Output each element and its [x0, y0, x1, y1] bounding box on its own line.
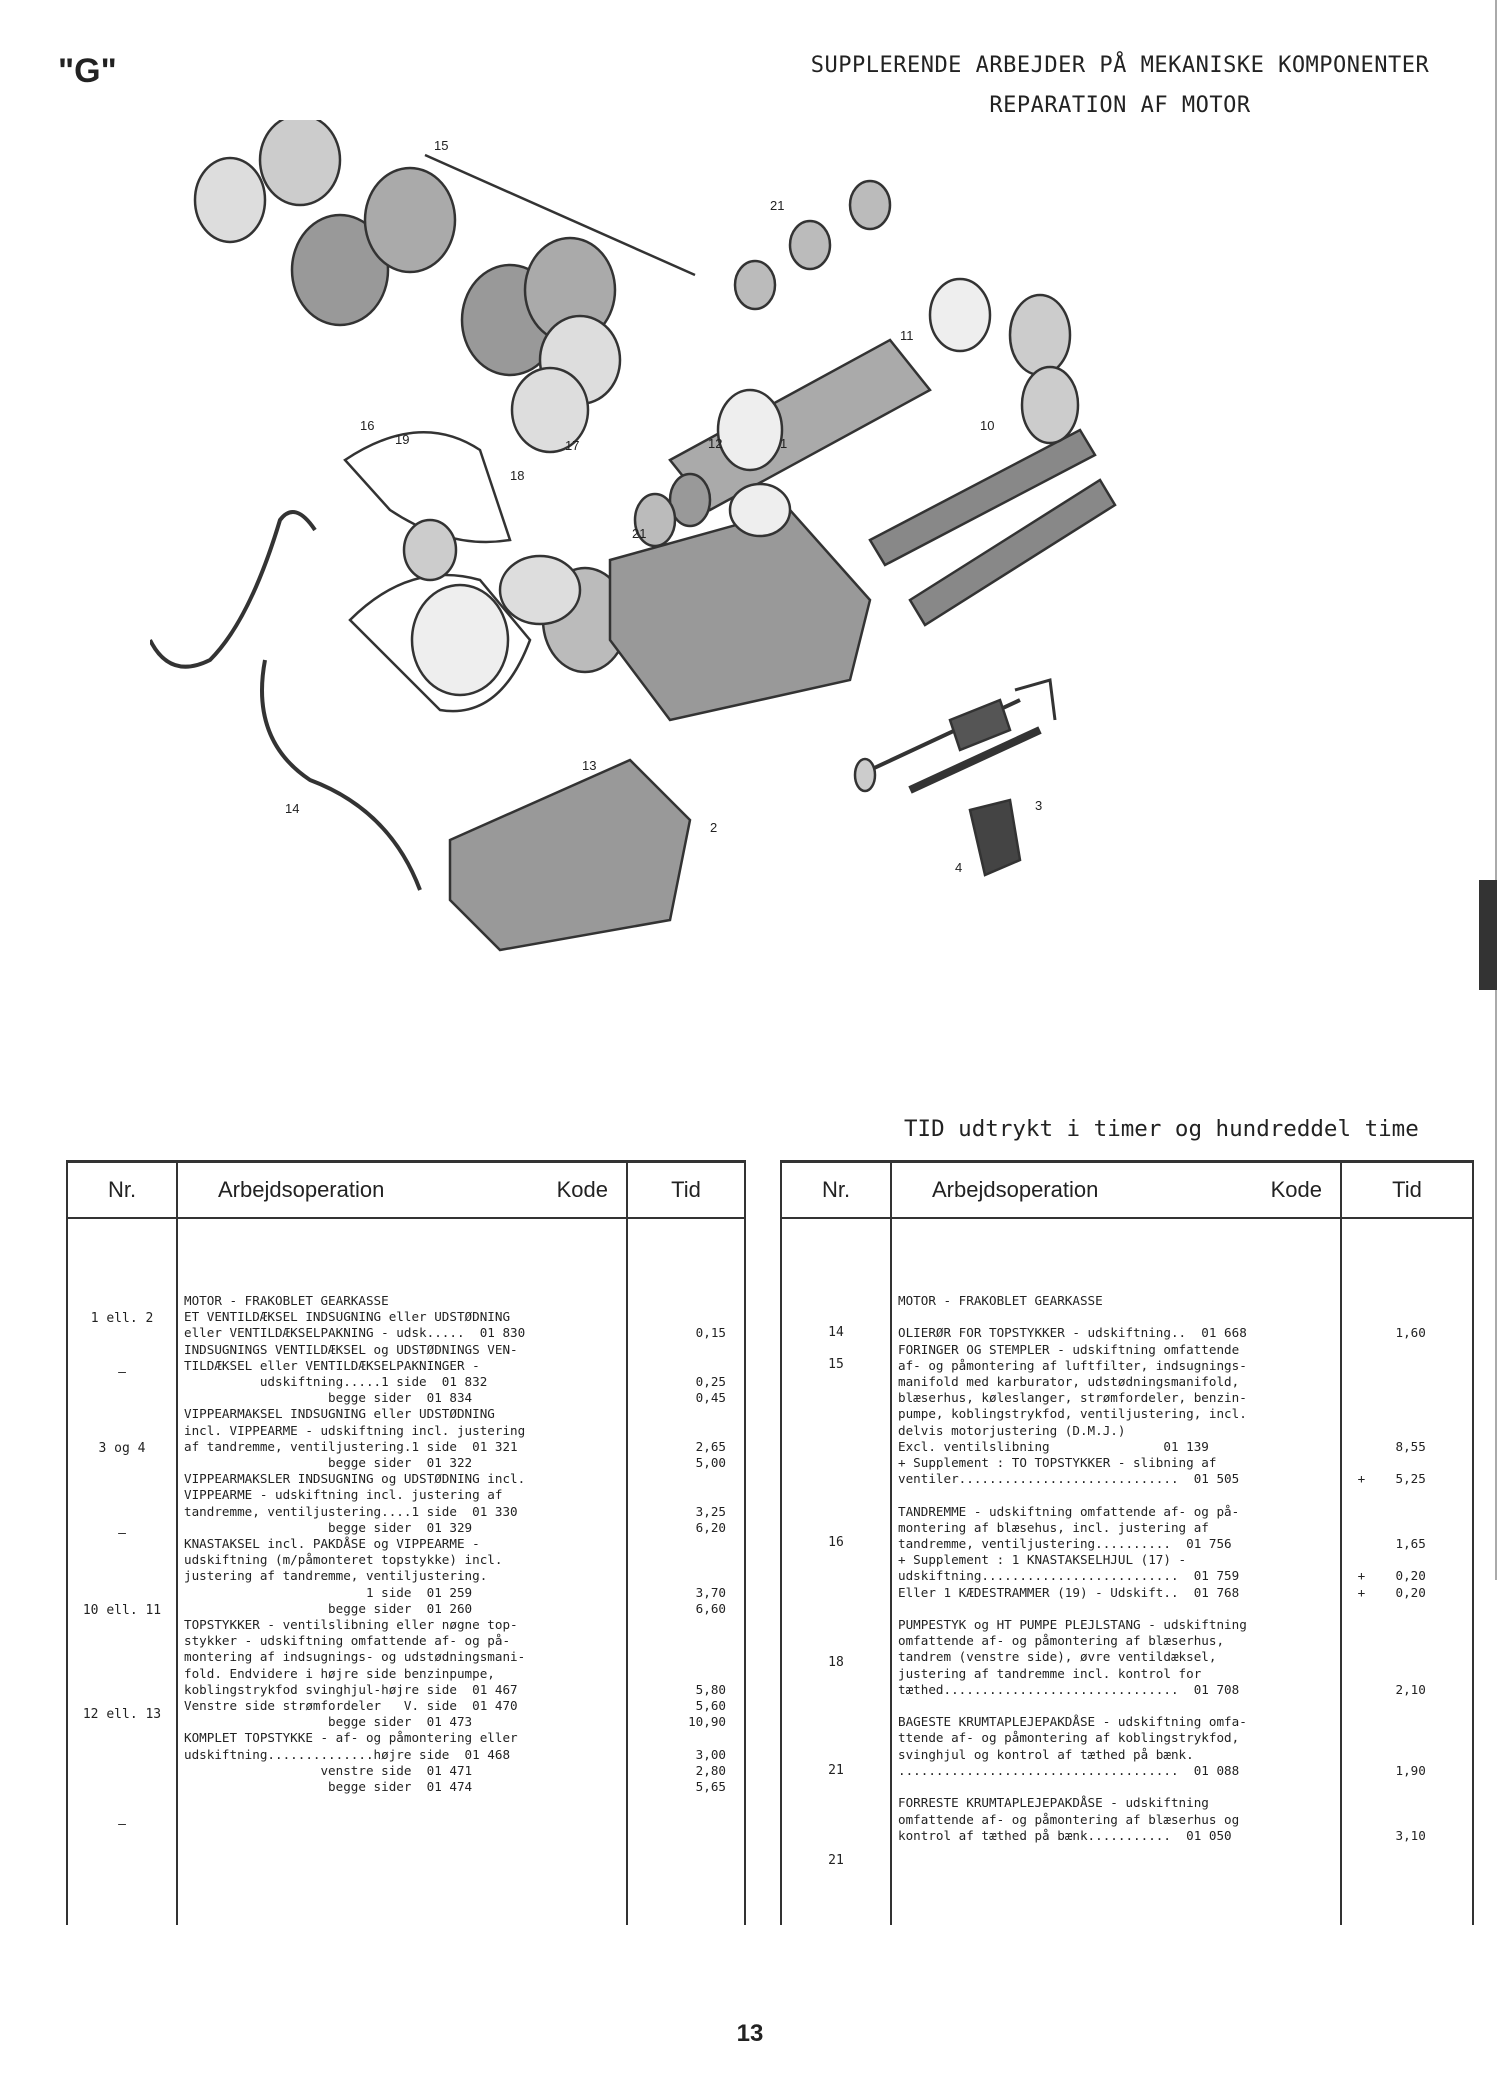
header-operation-label: Arbejdsoperation	[932, 1177, 1099, 1202]
header-tid: Tid	[1342, 1163, 1474, 1217]
nr-cell: 3 og 4	[98, 1441, 146, 1456]
cylinder-heads-group	[450, 484, 870, 950]
callout-label: 19	[395, 432, 410, 447]
callout-label: 16	[360, 418, 375, 433]
nr-cell: 18	[828, 1655, 844, 1670]
callout-label: 11	[900, 328, 914, 343]
camshafts-group	[870, 295, 1115, 625]
page-edge-line	[1495, 0, 1497, 1580]
header-nr: Nr.	[780, 1163, 892, 1217]
nr-cell: 21	[828, 1853, 844, 1868]
nr-cell: 16	[828, 1535, 844, 1550]
callout-label: 4	[955, 860, 963, 875]
callout-label: 15	[434, 138, 449, 153]
page-header	[770, 46, 1470, 126]
table-body	[66, 1219, 746, 1925]
nr-cell: 1 ell. 2	[90, 1311, 154, 1326]
callout-label: 21	[770, 198, 785, 213]
nr-cell: 21	[828, 1763, 844, 1778]
time-column	[1342, 1219, 1474, 1925]
time-values: 0,15 0,25 0,45 2,65 5,00 3,25 6,20 3,70 6,60 5,80 5,60 10,90 3,00 2,80 5,65	[688, 1325, 726, 1795]
operation-column	[178, 1219, 628, 1925]
left-operations-table	[66, 1160, 746, 1925]
callout-label: 14	[285, 801, 300, 816]
operation-text: MOTOR - FRAKOBLET GEARKASSE ET VENTILDÆKSEL INDSUGNING eller UDSTØDNING eller VENTILDÆKSELPAKNING - udsk..... 01 830 INDSUGNINGS VENTILDÆKSEL og UDSTØDNINGS VEN- TILDÆKSEL eller VENTILDÆKSELPAKNINGER - udskiftning.....1 side 01 832 begge sider 01 834 VIPPEARMAKSEL INDSUGNING eller UDSTØDNING incl. VIPPEARME - udskiftning incl. justering af tandremme, ventiljustering.1 side 01 321 begge sider 01 322 VIPPEARMAKSLER INDSUGNING og UDSTØDNING incl. VIPPEARME - udskiftning incl. justering af tandremme, ventiljustering....1 side 01 330 begge sider 01 329 KNASTAKSEL incl. PAKDÅSE og VIPPEARME - udskiftning (m/påmonteret topstykke) incl. justering af tandremme, ventiljustering. 1 side 01 259 begge sider 01 260 TOPSTYKKER - ventilslibning eller nøgne top- stykker - udskiftning omfattende af- og på- montering af indsugnings- og udstødningsmani- fold. Endvidere i højre side benzinpumpe, koblingstrykfod svinghjul-højre side 01 467 Venstre side strømfordeler V. side 01 470 begge sider 01 473 KOMPLET TOPSTYKKE - af- og påmontering eller udskiftning..............højre side 01 468 venstre side 01 471 begge sider 01 474	[184, 1293, 526, 1795]
operation-column	[892, 1219, 1342, 1925]
header-kode: Kode	[556, 1177, 608, 1202]
valve-assembly	[855, 680, 1055, 875]
nr-cell: —	[118, 1365, 126, 1380]
exploded-engine-diagram	[150, 120, 1370, 1020]
timing-belts-group	[345, 432, 627, 711]
time-column	[628, 1219, 746, 1925]
table-header-row	[780, 1163, 1474, 1219]
oil-pipe	[150, 512, 420, 890]
header-tid: Tid	[628, 1163, 746, 1217]
cylinders-group	[195, 120, 620, 452]
callout-label: 12	[708, 436, 723, 451]
header-operation	[178, 1163, 628, 1217]
callout-label: 2	[710, 820, 718, 835]
header-operation-label: Arbejdsoperation	[218, 1177, 385, 1202]
callout-label: 21	[632, 526, 647, 541]
nr-cell: —	[118, 1817, 126, 1832]
header-line-1: SUPPLERENDE ARBEJDER PÅ MEKANISKE KOMPONENTER	[810, 53, 1430, 78]
header-operation	[892, 1163, 1342, 1217]
operation-text: MOTOR - FRAKOBLET GEARKASSE OLIERØR FOR TOPSTYKKER - udskiftning.. 01 668 FORINGER OG STEMPLER - udskiftning omfattende af- og påmontering af luftfilter, indsugnings- manifold med karburator, udstødningsmanifold, blæserhus, køleslanger, strømfordeler, benzin- pumpe, koblingstrykfod, ventiljustering, incl. delvis motorjustering (D.M.J.) Excl. ventilslibning 01 139 + Supplement : TO TOPSTYKKER - slibning af ventiler............................. 01 505 TANDREMME - udskiftning omfattende af- og på- montering af blæsehus, incl. justering af tandremme, ventiljustering.......... 01 756 + Supplement : 1 KNASTAKSELHJUL (17) - udskiftning.......................... 01 759 Eller 1 KÆDESTRAMMER (19) - Udskift.. 01 768 PUMPESTYK og HT PUMPE PLEJLSTANG - udskiftning omfattende af- og påmontering af blæserhus, tandrem (venstre side), øvre ventildæksel, justering af tandremme incl. kontrol for tæthed............................... 01 708 BAGESTE KRUMTAPLEJEPAKDÅSE - udskiftning omfa- ttende af- og påmontering af koblingstrykfod, svinghjul og kontrol af tæthed på bænk. ..................................... 01 088 FORRESTE KRUMTAPLEJEPAKDÅSE - udskiftning omfattende af- og påmontering af blæserhus og kontrol af tæthed på bænk........... 01 050	[898, 1293, 1247, 1843]
section-tab-marker	[1479, 880, 1497, 990]
right-operations-table	[780, 1160, 1474, 1925]
nr-cell: 10 ell. 11	[82, 1603, 162, 1618]
time-values: 1,60 8,55 + 5,25 1,65 + 0,20 + 0,20 2,10 1,90 3,10	[1357, 1325, 1426, 1843]
header-line-2: REPARATION AF MOTOR	[989, 93, 1251, 118]
header-nr: Nr.	[66, 1163, 178, 1217]
time-unit-note: TID udtrykt i timer og hundreddel time	[904, 1116, 1419, 1142]
table-body	[780, 1219, 1474, 1925]
callout-label: 3	[1035, 798, 1043, 813]
callout-label: 1	[780, 436, 788, 451]
section-mark: "G"	[58, 52, 117, 90]
callout-label: 18	[510, 468, 525, 483]
nr-cell: 14	[828, 1325, 844, 1340]
nr-cell: —	[118, 1526, 126, 1541]
nr-cell: 12 ell. 13	[82, 1707, 162, 1722]
callout-label: 10	[980, 418, 995, 433]
table-header-row	[66, 1163, 746, 1219]
callout-label: 17	[565, 438, 580, 453]
header-kode: Kode	[1270, 1177, 1322, 1202]
nr-cell: 15	[828, 1357, 844, 1372]
page-number: 13	[736, 2020, 764, 2047]
nr-column	[780, 1219, 892, 1925]
callout-label: 13	[582, 758, 597, 773]
nr-column	[66, 1219, 178, 1925]
